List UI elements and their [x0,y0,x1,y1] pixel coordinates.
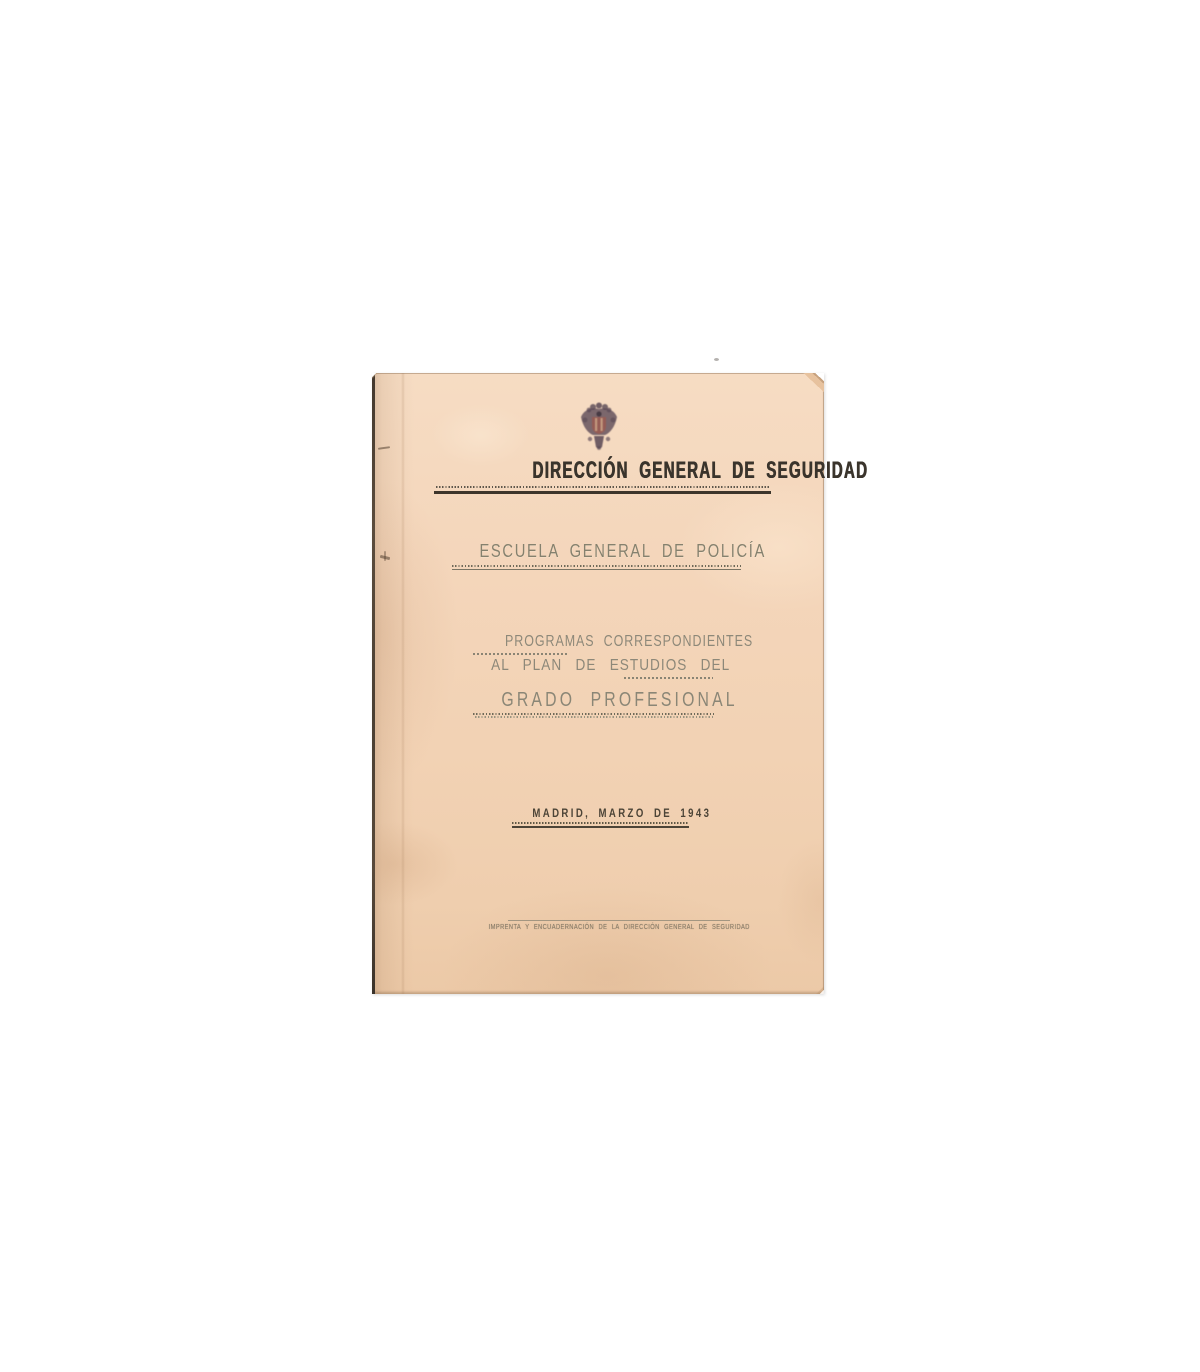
place-date-solid-rule [512,826,689,828]
program-line1-underline [473,653,568,655]
corner-fold [798,373,824,394]
binding-crease [401,373,405,994]
school-title-text: ESCUELA GENERAL DE POLICÍA [479,541,766,561]
place-date-text: MADRID, MARZO DE 1943 [532,806,712,820]
program-line2 [470,657,731,674]
program-line1-text: PROGRAMAS CORRESPONDIENTES [504,633,754,650]
degree-title-text: GRADO PROFESIONAL [501,689,738,711]
imprint-rule [508,920,730,921]
corner-curl [806,981,824,994]
header-title [434,457,869,484]
degree-dotted-rule [473,713,714,715]
program-line1 [470,633,754,650]
degree-dotted-rule-2 [475,716,713,718]
degree-title [470,689,738,711]
school-dotted-rule [452,565,741,567]
corner-tear [372,373,383,381]
header-solid-rule [434,491,771,494]
binding-stitch [378,446,390,450]
place-date-dotted-rule [512,822,689,824]
program-line2-text: AL PLAN DE ESTUDIOS DEL [491,657,731,674]
printer-imprint-text: IMPRENTA Y ENCUADERNACIÓN DE LA DIRECCIÓN GENERAL DE SEGURIDAD [488,924,750,931]
school-title [448,541,766,561]
printer-imprint [460,924,750,932]
program-line2-underline [624,677,713,679]
booklet-cover [372,373,869,994]
eagle-emblem-icon [578,402,620,452]
spine-edge [372,373,375,994]
place-date [510,806,712,820]
header-dotted-rule [436,486,770,488]
binding-stitch [384,551,386,561]
header-title-text: DIRECCIÓN GENERAL DE SEGURIDAD [532,457,869,484]
school-solid-rule [452,569,741,570]
scan-speck [714,358,719,361]
